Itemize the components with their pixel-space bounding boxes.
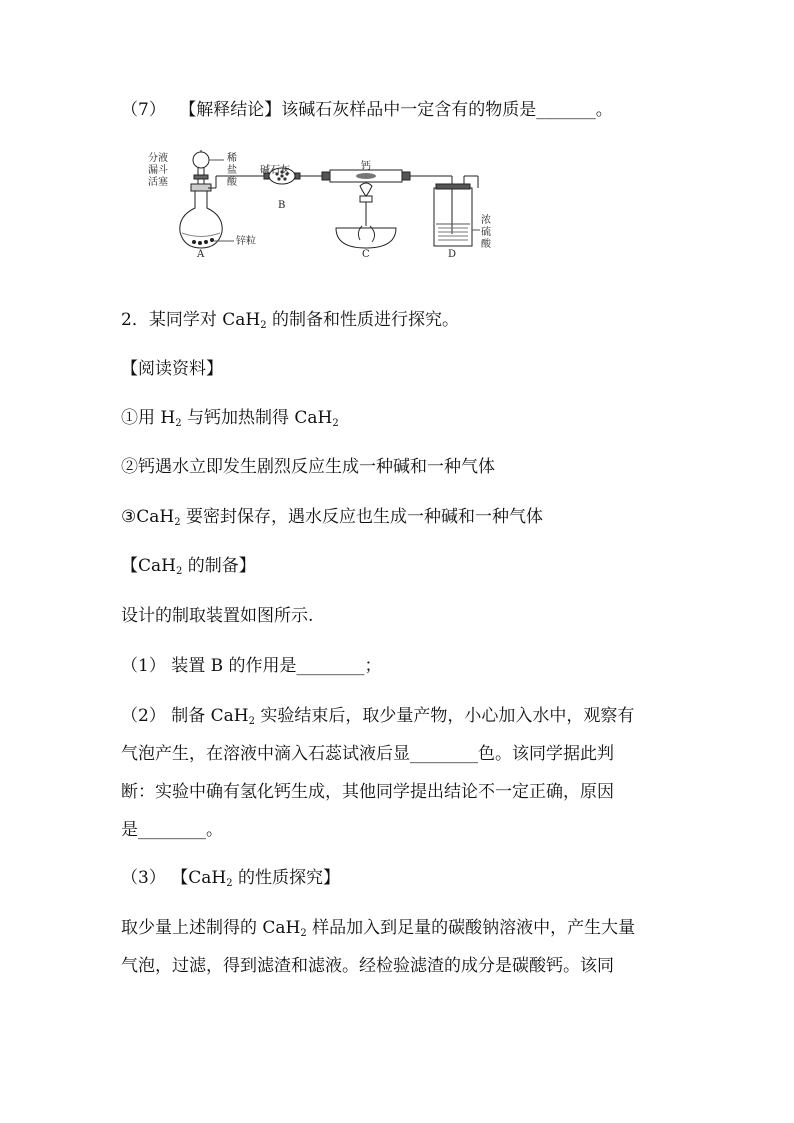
reading-item-1: ①用 $H_2$ 与钙加热制得 CaH$_2$ [121, 408, 339, 429]
part-1: （1） 装置 B 的作用是________； [121, 656, 382, 676]
funnel-valve [194, 175, 208, 179]
label-funnel-2: 漏斗 [148, 165, 168, 176]
label-acid-2: 盐 [227, 165, 237, 176]
q7-number: （7） [121, 100, 166, 120]
label-acid-3: 酸 [227, 177, 237, 188]
reading-item-2: ②钙遇水立即发生剧烈反应生成一种碱和一种气体 [121, 457, 495, 477]
label-b: B [278, 200, 286, 211]
label-conc-1: 浓 [481, 215, 491, 226]
part-4-line-1: 取少量上述制得的 CaH$_2$ 样品加入到足量的碳酸钠溶液中，产生大量 [121, 918, 636, 939]
label-acid-1: 稀 [227, 153, 237, 164]
reading-item-3: ③CaH$_2$ 要密封保存，遇水反应也生成一种碱和一种气体 [121, 507, 543, 528]
label-conc-3: 酸 [481, 239, 491, 250]
q7-line [121, 99, 613, 121]
part-2-line-3: 断：实验中确有氢化钙生成，其他同学提出结论不一定正确，原因 [121, 782, 614, 802]
label-funnel-1: 分液 [148, 153, 168, 164]
reading-heading: 【阅读资料】 [121, 359, 223, 379]
part-4-line-2: 气泡，过滤，得到滤渣和滤液。经检验滤渣的成分是碳酸钙。该同 [121, 956, 614, 976]
wash-bottle-d [434, 188, 472, 246]
label-conc-2: 硫 [481, 227, 491, 238]
label-zinc: 锌粒 [236, 236, 256, 247]
label-d: D [448, 249, 457, 260]
design-line: 设计的制取装置如图所示. [121, 606, 314, 626]
prep-heading: 【CaH$_2$ 的制备】 [121, 556, 256, 577]
part-2-line-4: 是________。 [121, 820, 223, 840]
part-2-line-2: 气泡产生，在溶液中滴入石蕊试液后显________色。该同学据此判 [121, 744, 614, 764]
q2-title: 2．某同学对 CaH$_2$ 的制备和性质进行探究。 [121, 310, 459, 331]
apparatus-diagram [146, 148, 490, 260]
label-calcium: 钙 [361, 161, 371, 172]
funnel-bulb [193, 152, 209, 168]
q7-text: 【解释结论】该碱石灰样品中一定含有的物质是_______。 [179, 100, 613, 120]
part-3-heading: （3） 【CaH$_2$ 的性质探究】 [121, 868, 340, 889]
burner-c [336, 228, 396, 248]
flask-a [180, 191, 222, 248]
label-a: A [197, 249, 205, 260]
part-2-line-1: （2） 制备 CaH$_2$ 实验结束后，取少量产物，小心加入水中，观察有 [121, 706, 635, 727]
label-soda-lime: 碱石灰 [260, 165, 290, 176]
label-c: C [362, 249, 370, 260]
label-valve: 活塞 [148, 177, 168, 188]
